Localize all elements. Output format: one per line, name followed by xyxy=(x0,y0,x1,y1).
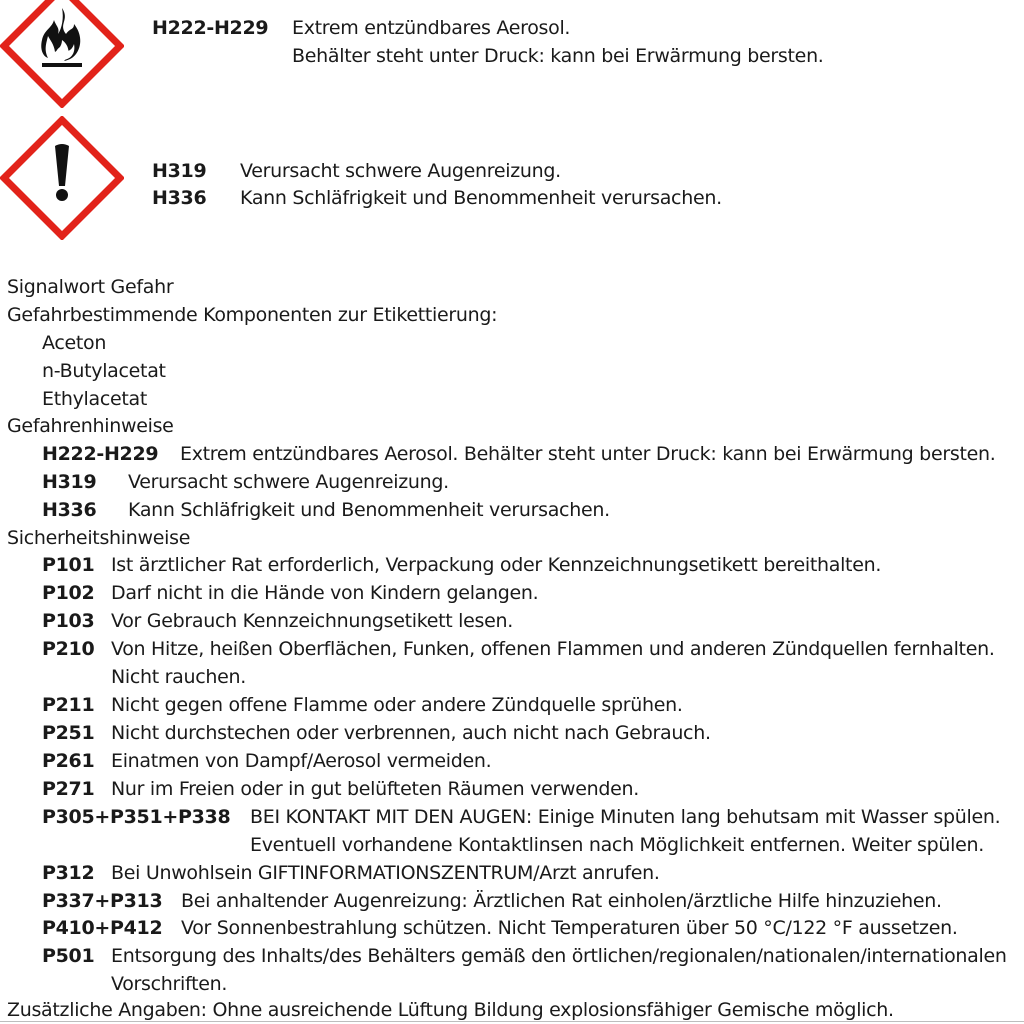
component-item: Aceton xyxy=(42,332,107,354)
hazard-text: Verursacht schwere Augenreizung. xyxy=(128,471,449,493)
safety-code: P210 xyxy=(42,638,95,660)
safety-code: P501 xyxy=(42,945,95,967)
safety-text: Darf nicht in die Hände von Kindern gelangen. xyxy=(111,582,539,604)
header-hazard-text: Kann Schläfrigkeit und Benommenheit verursachen. xyxy=(240,187,722,209)
flame-pictogram xyxy=(0,0,124,108)
safety-text: Einatmen von Dampf/Aerosol vermeiden. xyxy=(111,750,492,772)
safety-code: P312 xyxy=(42,862,95,884)
safety-code: P305+P351+P338 xyxy=(42,806,231,828)
safety-text: Vor Gebrauch Kennzeichnungsetikett lesen. xyxy=(111,610,514,632)
safety-text: Nur im Freien oder in gut belüfteten Räumen verwenden. xyxy=(111,778,639,800)
safety-text: Von Hitze, heißen Oberflächen, Funken, offenen Flammen und anderen Zündquellen fernhalten. xyxy=(111,638,995,660)
additional-info: Zusätzliche Angaben: Ohne ausreichende Lüftung Bildung explosionsfähiger Gemische möglich. xyxy=(7,999,894,1021)
safety-code: P211 xyxy=(42,694,95,716)
hazard-heading: Gefahrenhinweise xyxy=(7,415,174,437)
safety-text: Nicht gegen offene Flamme oder andere Zündquelle sprühen. xyxy=(111,694,683,716)
safety-code: P271 xyxy=(42,778,95,800)
hazard-code: H222-H229 xyxy=(42,443,159,465)
safety-text: Bei Unwohlsein GIFTINFORMATIONSZENTRUM/Arzt anrufen. xyxy=(111,862,660,884)
safety-code: P101 xyxy=(42,554,95,576)
pictogram-diamond xyxy=(4,0,120,104)
header-hazard-text: Behälter steht unter Druck: kann bei Erwärmung bersten. xyxy=(292,45,824,67)
safety-heading: Sicherheitshinweise xyxy=(7,527,191,549)
safety-code: P261 xyxy=(42,750,95,772)
safety-text: Ist ärztlicher Rat erforderlich, Verpackung oder Kennzeichnungsetikett bereithalten. xyxy=(111,554,882,576)
safety-text: Bei anhaltender Augenreizung: Ärztlichen Rat einholen/ärztliche Hilfe hinzuziehen. xyxy=(181,890,942,912)
safety-text: Nicht durchstechen oder verbrennen, auch nicht nach Gebrauch. xyxy=(111,722,711,744)
signal-word: Signalwort Gefahr xyxy=(7,276,174,298)
header-hazard-text: Verursacht schwere Augenreizung. xyxy=(240,160,561,182)
safety-text: BEI KONTAKT MIT DEN AUGEN: Einige Minuten lang behutsam mit Wasser spülen. xyxy=(250,806,1001,828)
safety-code: P102 xyxy=(42,582,95,604)
header-hazard-text: Extrem entzündbares Aerosol. xyxy=(292,17,571,39)
hazard-code: H336 xyxy=(42,499,97,521)
safety-code: P410+P412 xyxy=(42,917,163,939)
safety-code: P337+P313 xyxy=(42,890,163,912)
component-item: n-Butylacetat xyxy=(42,360,166,382)
safety-text: Entsorgung des Inhalts/des Behälters gemäß den örtlichen/regionalen/nationalen/internationalen xyxy=(111,945,1007,967)
safety-text: Nicht rauchen. xyxy=(111,666,247,688)
components-heading: Gefahrbestimmende Komponenten zur Etikettierung: xyxy=(7,304,498,326)
exclamation-pictogram xyxy=(0,116,124,240)
safety-code: P251 xyxy=(42,722,95,744)
bottom-divider xyxy=(0,1021,1024,1022)
safety-code: P103 xyxy=(42,610,95,632)
hazard-text: Extrem entzündbares Aerosol. Behälter steht unter Druck: kann bei Erwärmung bersten. xyxy=(180,443,996,465)
safety-text: Vor Sonnenbestrahlung schützen. Nicht Temperaturen über 50 °C/122 °F aussetzen. xyxy=(181,917,958,939)
hazard-text: Kann Schläfrigkeit und Benommenheit verursachen. xyxy=(128,499,610,521)
header-hazard-code: H336 xyxy=(152,187,207,209)
safety-text: Vorschriften. xyxy=(111,973,228,995)
header-hazard-code: H222-H229 xyxy=(152,17,269,39)
safety-text: Eventuell vorhandene Kontaktlinsen nach Möglichkeit entfernen. Weiter spülen. xyxy=(250,834,984,856)
component-item: Ethylacetat xyxy=(42,388,148,410)
hazard-code: H319 xyxy=(42,471,97,493)
header-hazard-code: H319 xyxy=(152,160,207,182)
